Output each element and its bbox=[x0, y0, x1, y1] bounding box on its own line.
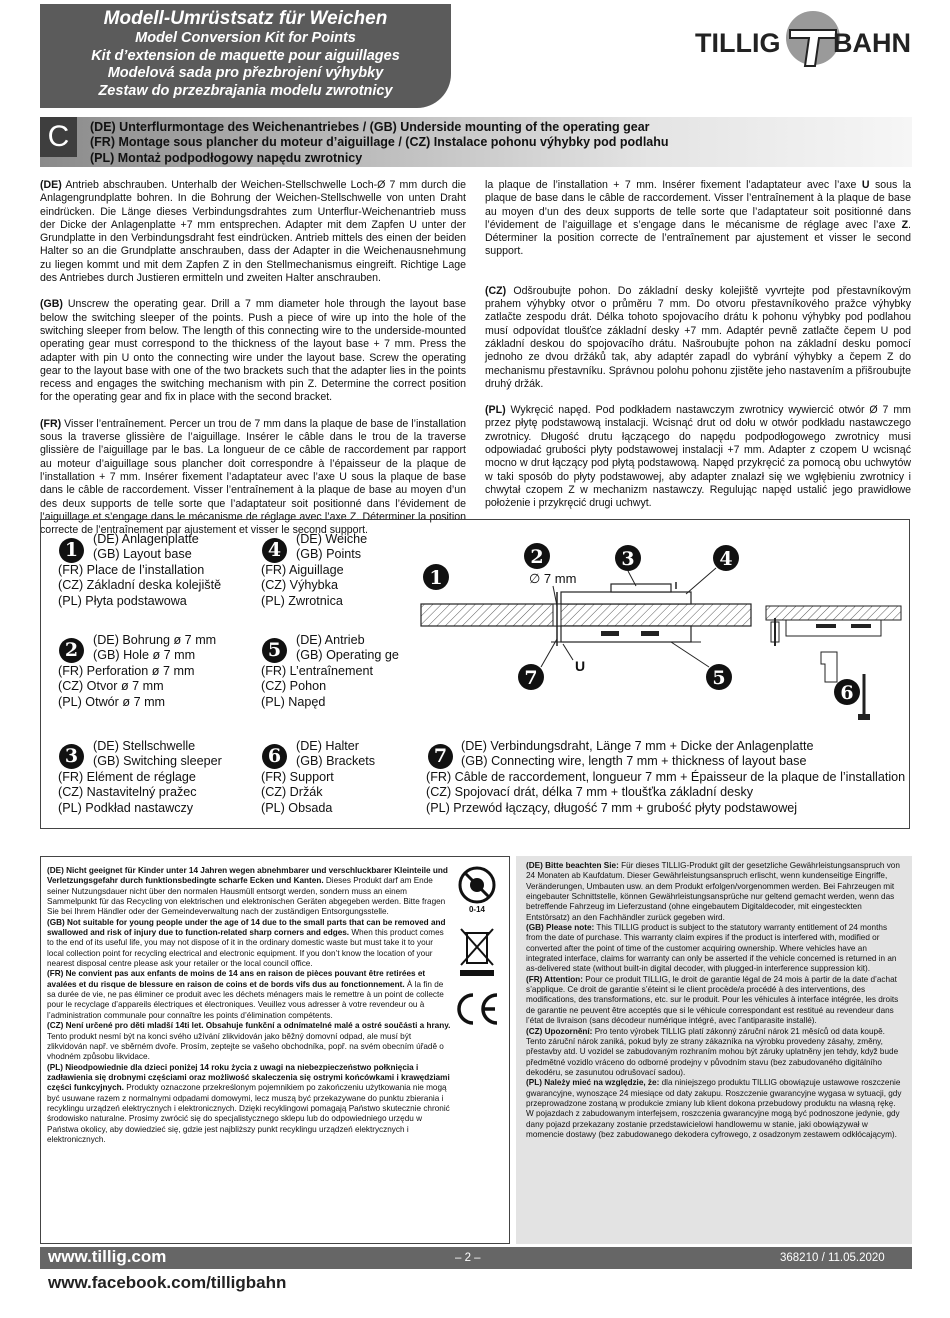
facebook-link[interactable]: www.facebook.com/tilligbahn bbox=[48, 1273, 287, 1292]
legend-number-4: 4 bbox=[262, 538, 287, 563]
warranty-de-text: Für dieses TILLIG-Produkt gilt der gesetzliche Gewährleistungsanspruch von 24 Monaten ab Kaufdatum. Dieser Gewährleistungsanspruch erlischt, wenn kundenseitige Eingriffe, Veränderungen, Umbauten usw. an dem Produkt erfolgen/vorgenommen werden. Bei Fahrzeugen mit eingebauter Schnittstelle, können Gewährleistungsansprüche nur geltend gemacht werden, wenn das betreffende Fahrzeug im Lieferzustand (ohne eingebautem Digitaldecoder, mit eingesteckten Entstörsatz) an den Fachhändler zurück gegeben wird. bbox=[526, 861, 900, 922]
warn-gb bbox=[47, 918, 451, 970]
svg-text:3: 3 bbox=[621, 548, 635, 570]
legend-number-3: 3 bbox=[59, 744, 84, 769]
mounting-diagram bbox=[401, 534, 906, 734]
svg-text:5: 5 bbox=[712, 667, 726, 689]
logo-text-left: TILLIG bbox=[695, 28, 781, 58]
legend-item-5 bbox=[261, 633, 401, 710]
section-title bbox=[90, 120, 910, 166]
warn-fr-bold: (FR) Ne convient pas aux enfants de moins de 14 ans en raison de pièces pouvant être retirées et avalées et du risque de blessure en raison de coins et de bords vifs dus au fonctionnement. bbox=[47, 969, 426, 989]
text-fr: Visser l’entraînement. Percer un trou de 7 mm dans la plaque de base de l’installation sous la traverse glissière de l’aiguillage. Insérer le câble dans le trou de la traverse glissière de l’aiguillage par le bas. La longueur de ce câble de raccordement par rapport au moteur d’aiguillage sous plancher doit correspondre à l’épaisseur de la plaque de l’installation + 7 mm. Insérer fixement l’adaptateur avec l’axe U sous la plaque de base dans le câble de raccordement. Visser l’entraînement à la plaque de base au moyen d’un des deux supports de telle sorte que l’adaptateur soit positionné dans l’évidement de l’aiguillage et s’engage dans le mécanisme de réglage avec l’axe Z. Déterminer la position correcte de l’entraînement par ajustement et visser le second support. bbox=[40, 417, 466, 537]
legend-7-de: (DE) Verbindungsdraht, Länge 7 mm + Dicke der Anlagenplatte bbox=[461, 739, 814, 753]
title-fr: Kit d’extension de maquette pour aiguillages bbox=[91, 47, 400, 64]
legend-5-cz: (CZ) Pohon bbox=[261, 679, 327, 694]
paragraph-pl bbox=[485, 404, 911, 510]
legend-2-pl: (PL) Otwór ø 7 mm bbox=[58, 694, 166, 709]
warn-de-text: Dieses Produkt darf am Ende seiner Nutzungsdauer nicht über den normalen Hausmüll entsorgt werden, sondern muss an einem Sammelpunkt für das Recycling von elektrischen und elektronischen Geräten abgegeben werden. Bitte fragen Sie bei Ihrem Händler oder der Gemeindeverwaltung nach der zuständigen Entsorgungsstelle. bbox=[47, 876, 446, 917]
diagram-label-4 bbox=[713, 545, 739, 571]
legend-3-gb: (GB) Switching sleeper bbox=[93, 754, 222, 769]
text-pl: Wykręcić napęd. Pod podkładem nastawczym zwrotnicy wywiercić otwór Ø 7 mm przez płytę podstawową instalacji. Wcisnąć drut od dołu w otwór podkładu nastawczego zwrotnicy. Długość drutu łączącego do napędu podpodłogowego zwrotnicy musi odpowiadać grubości płyty podstawowej instalacji +7 mm. Adapter z czopem U wcisnąć mocno w drut łączący pod płytą podstawową. Napęd przykręcić za pomocą obu uchwytów w taki sposób do płyty podstawowej, aby adapter znalazł się we wgłębieniu zwrotnicy i chwytał czopem Z w mechanizm nastawczy. Regulując napęd ustalić jego prawidłowe położenie i przykręcić drugi uchwyt. bbox=[485, 404, 912, 510]
legend-number-7: 7 bbox=[428, 744, 453, 769]
legend-4-gb: (GB) Points bbox=[296, 547, 362, 562]
warranty-pl bbox=[526, 1078, 904, 1140]
paragraph-cz bbox=[485, 285, 911, 391]
legend-7-cz: (CZ) Spojovací drát, délka 7 mm + tloušťka základní desky bbox=[426, 785, 754, 800]
legend-6-de: (DE) Halter bbox=[296, 739, 359, 753]
tillig-bahn-logo bbox=[693, 8, 913, 78]
section-letter: C bbox=[40, 117, 77, 157]
warranty-de-bold: (DE) Bitte beachten Sie: bbox=[526, 861, 619, 870]
warranty-pl-text: dla niniejszego produktu TILLIG obowiązuje ustawowe roszczenie gwarancyjne, wynoszące 24 miesiące od daty zakupu. Roszczenie gwarancyjne wygasa w sytuacji, gdy przeprowadzone zostaną w produkcie zmiany lub klient dokona przebudowy produktu na własną rękę. W pojazdach z zabudowanym interfejsem, roszczenia gwarancyjne mogą być podnoszone jedynie, gdy dany pojazd przekazany zostanie przedstawicielowi handlowemu w stanie, jaki obowiązywał w momencie dostawy (bez zabudowanego dekodera cyfrowego, z osadzonym zestawem odkłócającym). bbox=[526, 1078, 902, 1139]
page-number: – 2 – bbox=[455, 1252, 481, 1264]
website-link[interactable]: www.tillig.com bbox=[48, 1247, 167, 1266]
legend-1-gb: (GB) Layout base bbox=[93, 547, 192, 562]
diagram-label-7 bbox=[518, 664, 544, 690]
legend-3-fr: (FR) Elément de réglage bbox=[58, 769, 196, 784]
legend-6-cz: (CZ) Držák bbox=[261, 785, 323, 800]
paragraph-fr-cont: la plaque de l’installation + 7 mm. Insérer fixement l’adaptateur avec l’axe U sous la plaque de base dans le câble de raccordement. Visser l’entraînement à la plaque de base au moyen d’un des deux supports de telle sorte que l’adaptateur soit positionné dans l’évidement de l’aiguillage et s’engage dans le mécanisme de réglage avec l’axe Z. Déterminer la position correcte de l’entraînement par ajustement et visser le second support. bbox=[485, 179, 911, 258]
tag-de: (DE) bbox=[40, 179, 62, 191]
legend-item-4 bbox=[261, 532, 367, 609]
paragraph-de bbox=[40, 179, 466, 285]
tag-fr: (FR) bbox=[40, 417, 62, 430]
legend-item-3 bbox=[58, 739, 222, 816]
tag-cz: (CZ) bbox=[485, 284, 507, 297]
legend-2-gb: (GB) Hole ø 7 mm bbox=[93, 648, 196, 663]
svg-text:4: 4 bbox=[719, 548, 733, 570]
warn-gb-text: When this product comes to the end of its useful life, you may not dispose of it in the ordinary domestic waste but must take it to your local collection point for recycling electrical and electronic equipment. If you don’t know the location of your nearest disposal centre please ask your retailer or the local council office. bbox=[47, 928, 444, 969]
legend-5-pl: (PL) Napęd bbox=[261, 694, 326, 709]
legend-4-de: (DE) Weiche bbox=[296, 532, 368, 546]
age-label: 0-14 bbox=[468, 905, 486, 914]
hole-size-label: ∅ 7 mm bbox=[529, 571, 577, 586]
header-banner bbox=[40, 4, 451, 108]
svg-text:7: 7 bbox=[524, 667, 538, 689]
warn-pl-bold: (PL) Nieodpowiednie dla dzieci poniżej 14 roku życia z uwagi na niebezpieczeństwo połknięcia i zadławienia się drobnymi częściami oraz możliwość skaleczenia się ostrymi końcówkami i krawędziami części funkcyjnych. bbox=[47, 1062, 450, 1093]
legend-4-fr: (FR) Aiguillage bbox=[261, 562, 344, 577]
diagram-label-6 bbox=[834, 679, 860, 705]
pin-label: U bbox=[575, 658, 586, 674]
legend-2-fr: (FR) Perforation ø 7 mm bbox=[58, 663, 195, 678]
warranty-cz bbox=[526, 1027, 904, 1079]
points-drawing bbox=[561, 592, 691, 604]
legend-4-cz: (CZ) Výhybka bbox=[261, 578, 338, 593]
logo-text-right: BAHN bbox=[833, 28, 911, 58]
legend-1-pl: (PL) Płyta podstawowa bbox=[58, 593, 187, 608]
warn-pl bbox=[47, 1063, 451, 1146]
paragraph-fr bbox=[40, 417, 466, 537]
warn-pl-text: Produkty oznaczone przekreślonym pojemnikiem po zakończeniu użytkowania nie mogą być usuwane razem z normalnymi odpadami domowymi, lecz muszą być przekazywane do punktu zbierania i recyklingu urządzeń elektrycznych i elektronicznych. Dzięki recyklingowi pomagają Państwo skutecznie chronić środowisko naturalne. Prosimy zwrócić się do specjalistycznego sklepu lub do odpowiedniego urzędu w Państwa okolicy, aby dowiedzieć się, gdzie jest najbliższy punkt recyklingu urządzeń elektrycznych i elektronicznych. bbox=[47, 1083, 450, 1144]
diagram-label-1 bbox=[423, 564, 449, 590]
tag-pl: (PL) bbox=[485, 404, 506, 417]
legend-item-2 bbox=[58, 633, 216, 710]
legend-item-6 bbox=[261, 739, 375, 816]
bracket-drawing bbox=[821, 652, 837, 682]
legend-3-cz: (CZ) Nastavitelný pražec bbox=[58, 785, 197, 800]
legend-7-gb: (GB) Connecting wire, length 7 mm + thickness of layout base bbox=[461, 754, 807, 769]
section-title-line3: (PL) Montaż podpodłogowy napędu zwrotnicy bbox=[90, 150, 363, 165]
legend-6-gb: (GB) Brackets bbox=[296, 754, 376, 769]
legend-number-1: 1 bbox=[59, 538, 84, 563]
text-de: Antrieb abschrauben. Unterhalb der Weichen-Stellschwelle Loch-Ø 7 mm durch die Anlagengrundplatte bohren. In die Bohrung der Weichen-Stellschwelle von unten Draht eindrücken. Die Länge dieses Verbindungsdrahtes zum Unterflur-Weichenantrieb muss der Dicke der Anlagenplatte +7 mm entsprechen. Adapter mit dem Zapfen U unter der Grundplatte in den Verbindungsdraht fest eindrücken. Antrieb mittels des einen der beiden Halter so an die Grundplatte anschrauben, dass der Adapter in die Weichenausnehmung zu liegen kommt und mit dem Zapfen Z in den Stellmechanismus eingreift. Richtige Lage des Antriebes durch Justieren ermitteln und zweiten Halter anschrauben. bbox=[40, 179, 466, 285]
operating-gear-drawing bbox=[561, 626, 691, 642]
safety-warning-text bbox=[47, 866, 451, 1145]
warn-fr bbox=[47, 969, 451, 1021]
title-de: Modell-Umrüstsatz für Weichen bbox=[103, 8, 388, 29]
warranty-box bbox=[516, 856, 912, 1244]
warn-de-bold: (DE) Nicht geeignet für Kinder unter 14 Jahren wegen abnehmbarer und verschluckbarer Kleinteile und Verletzungsgefahr durch funktionsbedingte scharfe Ecken und Kanten. bbox=[47, 866, 448, 886]
warranty-fr bbox=[526, 975, 904, 1027]
right-column bbox=[485, 179, 911, 524]
legend-1-de: (DE) Anlagenplatte bbox=[93, 532, 199, 546]
svg-text:2: 2 bbox=[530, 546, 544, 568]
document-id: 368210 / 11.05.2020 bbox=[780, 1252, 885, 1264]
legend-1-cz: (CZ) Základní deska kolejiště bbox=[58, 578, 222, 593]
legend-number-2: 2 bbox=[59, 638, 84, 663]
legend-2-de: (DE) Bohrung ø 7 mm bbox=[93, 633, 217, 647]
warn-cz-text: Tento produkt nesmí být na konci svého užívání zlikvidován jako běžný domovní odpad, ale musí být zlikvidován např. ve sběrném dvoře. Prosím, zeptejte se vašeho obchodníka, popř. na svém obecním úřadě o vhodném způsobu likvidace. bbox=[47, 1031, 444, 1062]
warranty-cz-bold: (CZ) Upozornění: bbox=[526, 1026, 593, 1036]
legend-4-pl: (PL) Zwrotnica bbox=[261, 593, 343, 608]
legend-item-1 bbox=[58, 532, 221, 609]
legend-6-pl: (PL) Obsada bbox=[261, 800, 333, 815]
title-cz: Modelová sada pro přezbrojení výhybky bbox=[107, 65, 384, 81]
warranty-text bbox=[526, 861, 904, 1140]
legend-5-de: (DE) Antrieb bbox=[296, 633, 365, 647]
svg-text:1: 1 bbox=[429, 567, 443, 589]
text-cz: Odšroubujte pohon. Do základní desky kolejiště vyvrtejte pod přestavníkovým prahem výhybky otvor o průměru 7 mm. Do otvoru přestavníkového pražce výhybky zatlačte zespodu drát. Délka tohoto spojovacího drátu k pohonu výhybky pod podlahou musí odpovídat tloušťce základní desky +7 mm. Adaptér pevně zatlačte čepem U pod základní deskou do spojovacího drátu. Našroubujte pohon na základní desku pomocí jednoho ze dvou držáků tak, aby adaptér zapadl do vybrání výhybky a čepem Z do mechanismu přestavníku. Správnou polohu pohonu zjistěte jeho nastavením a přišroubujte druhý držák. bbox=[485, 284, 911, 390]
warn-gb-bold: (GB) Not suitable for young people under the age of 14 due to the small parts that can be removed and swallowed and risk of injury due to function-related sharp corners and edges. bbox=[47, 917, 446, 938]
legend-5-gb: (GB) Operating ge bbox=[296, 648, 399, 663]
diagram-label-2 bbox=[524, 543, 550, 569]
svg-text:6: 6 bbox=[840, 682, 854, 704]
diagram-label-3 bbox=[615, 545, 641, 571]
title-pl: Zestaw do przezbrajania modelu zwrotnicy bbox=[98, 82, 393, 99]
switching-sleeper-drawing bbox=[611, 584, 671, 592]
layout-base-drawing bbox=[421, 604, 751, 626]
safety-warning-box bbox=[40, 856, 510, 1244]
legend-7-fr: (FR) Câble de raccordement, longueur 7 mm + Épaisseur de la plaque de l’installation bbox=[426, 769, 906, 784]
legend-2-cz: (CZ) Otvor ø 7 mm bbox=[58, 679, 164, 694]
text-gb: Unscrew the operating gear. Drill a 7 mm diameter hole through the layout base below the switching sleeper of the points. Push a piece of wire up into the hole of the switching sleeper from below. The length of this connecting wire to the underside-mounted operating gear must correspond to the thickness of the layout base + 7 mm. Press the adapter with pin U onto the connecting wire under the layout base. Screw the operating gear to the layout base with one of the two brackets such that the adapter lies in the points recess and engages the switching mechanism with pin Z. Determine the correct position for the operating gear and fix in place with the second bracket. bbox=[40, 298, 466, 404]
legend-box bbox=[40, 519, 910, 829]
legend-3-de: (DE) Stellschwelle bbox=[93, 739, 196, 753]
warn-cz-bold: (CZ) Není určené pro děti mladší 14ti let. Obsahuje funkční a odnímatelné malé a ostré součásti a hrany. bbox=[47, 1021, 451, 1031]
legend-3-pl: (PL) Podkład nastawczy bbox=[58, 800, 194, 815]
warranty-gb bbox=[526, 923, 904, 975]
warranty-fr-bold: (FR) Attention: bbox=[526, 974, 583, 984]
diagram-label-5 bbox=[706, 664, 732, 690]
left-column bbox=[40, 179, 466, 537]
legend-number-6: 6 bbox=[262, 744, 287, 769]
age-restriction-icon bbox=[455, 865, 499, 913]
legend-1-fr: (FR) Place de l’installation bbox=[58, 562, 205, 577]
base-detail-drawing bbox=[766, 606, 901, 620]
tag-gb: (GB) bbox=[40, 298, 63, 311]
warranty-pl-bold: (PL) Należy mieć na względzie, że: bbox=[526, 1078, 660, 1088]
warn-fr-text: À la fin de sa durée de vie, ne pas éliminer ce produit avec les déchets ménagers mais le remettre à un point de collecte pour le recyclage d’appareils électriques et électroniques. Veuillez vous adresser à votre revendeur ou à l’administration communale pour connaître les points d’élimination compétents. bbox=[47, 979, 444, 1020]
weee-bin-icon bbox=[457, 925, 497, 977]
warranty-gb-text: This TILLIG product is subject to the statutory warranty entitlement of 24 months from the date of purchase. This warranty claim expires if the product is interfered with, modified or converted after the point of time of the customer acquiring ownership. Where vehicles have an integrated interface, claims for warranty can only be asserted if the vehicle concerned is returned in an as-delivered state (without built-in digital decoder, with plugged-in interference suppression kit). bbox=[526, 923, 897, 974]
section-title-line1: (DE) Unterflurmontage des Weichenantriebes / (GB) Underside mounting of the operating gear bbox=[90, 120, 650, 134]
legend-7-pl: (PL) Przewód łączący, długość 7 mm + grubość płyty podstawowej bbox=[426, 800, 798, 815]
warranty-fr-text: Pour ce produit TILLIG, le droit de garantie légal de 24 mois à partir de la date d’achat s’applique. Ce droit de garantie s’éteint si le client procède/a procédé à des interventions, des modifications, des transformations, etc. sur le produit. Pour les véhicules à interface intégrée, les droits de garantie ne peuvent être acceptés que si le véhicule correspondant est restitué au revendeur dans l’état de livraison (sans décodeur numérique intégré, avec l’antiparasite installé). bbox=[526, 974, 899, 1026]
section-title-line2: (FR) Montage sous plancher du moteur d’aiguillage / (CZ) Instalace pohonu výhybky pod podlahu bbox=[90, 135, 669, 150]
paragraph-gb bbox=[40, 298, 466, 404]
legend-item-7 bbox=[426, 739, 905, 816]
warn-de bbox=[47, 866, 451, 918]
ce-mark-icon bbox=[451, 989, 501, 1029]
warranty-de bbox=[526, 861, 904, 923]
legend-number-5: 5 bbox=[262, 638, 287, 663]
warranty-gb-bold: (GB) Please note: bbox=[526, 923, 595, 933]
title-gb: Model Conversion Kit for Points bbox=[135, 30, 356, 46]
legend-5-fr: (FR) L’entraînement bbox=[261, 663, 373, 678]
legend-6-fr: (FR) Support bbox=[261, 769, 334, 784]
warn-cz bbox=[47, 1021, 451, 1062]
warranty-cz-text: Pro tento výrobek TILLIG platí zákonný záruční nárok 21 měsíců od data koupě. Tento záruční nárok zaniká, pokud byly ze strany zákazníka na výrobku provedeny zásahy, změny, přestavby atd. U vozidel se zabudovaným rozhraním mohou být záruky uplatněny jen tehdy, když bude předmětné vozidlo vráceno do odborné prodejny v původním stavu (bez zabudovaného digitálního dekodéru, se zasunutou odrušovací sadou). bbox=[526, 1026, 899, 1077]
